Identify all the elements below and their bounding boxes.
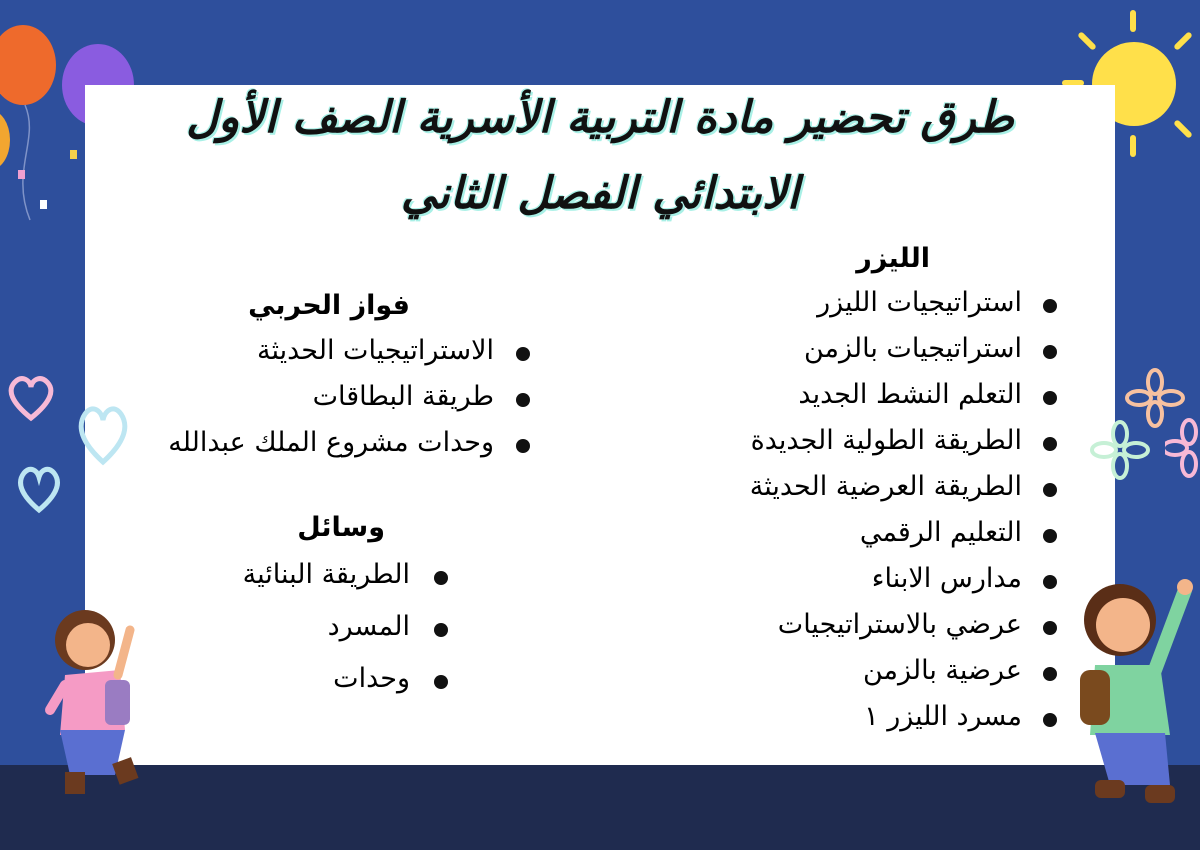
list-item: وحدات (333, 663, 410, 694)
bullet-icon (434, 571, 448, 585)
list-item: عرضي بالاستراتيجيات (777, 609, 1022, 640)
flower-icon (1090, 420, 1150, 480)
list-item: استراتيجيات الليزر (817, 287, 1022, 318)
bullet-icon (1043, 575, 1057, 589)
sun-ray-icon (1173, 31, 1193, 51)
list-item: الاستراتيجيات الحديثة (256, 335, 494, 366)
heart-icon (5, 372, 57, 422)
list-item: مدارس الابناء (871, 563, 1022, 594)
heart-icon (15, 460, 63, 514)
list-item: وحدات مشروع الملك عبدالله (168, 427, 494, 458)
list-item: طريقة البطاقات (312, 381, 494, 412)
list-item: الطريقة البنائية (242, 559, 410, 590)
floor-band (0, 765, 1200, 850)
boy-illustration (1075, 575, 1200, 810)
confetti-icon (18, 170, 25, 179)
list-item: المسرد (327, 611, 410, 642)
bullet-icon (1043, 437, 1057, 451)
bullet-icon (1043, 345, 1057, 359)
list-item: مسرد الليزر ١ (864, 701, 1022, 732)
bullet-icon (1043, 529, 1057, 543)
heart-icon (75, 398, 130, 468)
bullet-icon (1043, 621, 1057, 635)
sun-ray-icon (1173, 119, 1193, 139)
section-heading: الليزر (856, 243, 930, 274)
bullet-icon (516, 439, 530, 453)
list-item: الطريقة الطولية الجديدة (750, 425, 1022, 456)
bullet-icon (434, 675, 448, 689)
list-item: التعلم النشط الجديد (798, 379, 1022, 410)
flower-icon (1165, 418, 1200, 478)
bullet-icon (1043, 483, 1057, 497)
page-title-line-2: الابتدائي الفصل الثاني (400, 168, 800, 219)
bullet-icon (1043, 713, 1057, 727)
orange-balloon-icon (0, 25, 56, 105)
confetti-icon (40, 200, 47, 209)
list-item: عرضية بالزمن (862, 655, 1022, 686)
girl-illustration (30, 600, 155, 805)
confetti-icon (70, 150, 77, 159)
bullet-icon (1043, 667, 1057, 681)
sun-ray-icon (1130, 135, 1136, 157)
bullet-icon (516, 393, 530, 407)
bullet-icon (434, 623, 448, 637)
list-item: استراتيجيات بالزمن (803, 333, 1022, 364)
section-heading: وسائل (297, 512, 385, 543)
sun-ray-icon (1130, 10, 1136, 32)
page-title-line-1: طرق تحضير مادة التربية الأسرية الصف الأول (186, 92, 1014, 143)
section-heading: فواز الحربي (248, 290, 410, 321)
list-item: التعليم الرقمي (859, 517, 1022, 548)
bullet-icon (516, 347, 530, 361)
list-item: الطريقة العرضية الحديثة (749, 471, 1022, 502)
bullet-icon (1043, 391, 1057, 405)
bullet-icon (1043, 299, 1057, 313)
sun-ray-icon (1077, 31, 1097, 51)
